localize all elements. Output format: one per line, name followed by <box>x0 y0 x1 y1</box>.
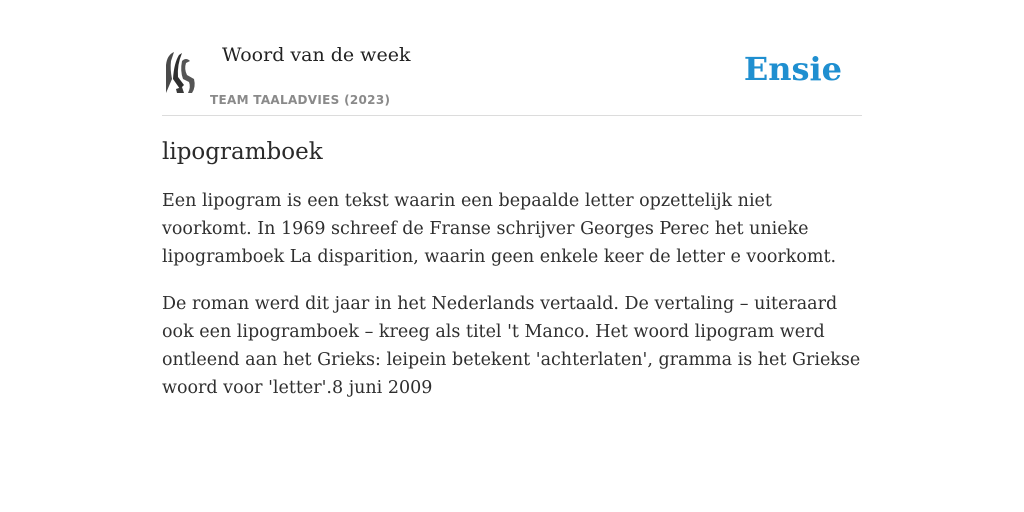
paragraph: Een lipogram is een tekst waarin een bepaalde letter opzettelijk niet voorkomt. In 1969 schreef de Franse schrijver Georges Perec het unieke lipogramboek La disparition, waarin geen enkele keer de letter e voorkomt. <box>162 191 837 267</box>
brand-link[interactable]: Ensie <box>743 50 842 88</box>
author-label: TEAM TAALADVIES (2023) <box>210 93 391 107</box>
page-title: lipogramboek <box>162 139 323 165</box>
article-header <box>162 40 862 116</box>
article-card <box>162 40 862 402</box>
paragraph: De roman werd dit jaar in het Nederlands vertaald. De vertaling – uiteraard ook een lipogramboek – kreeg als titel 't Manco. Het woord lipogram werd ontleend aan het Grieks: leipein betekent 'achterlaten', gramma is het Griekse woord voor 'letter'.8 juni 2009 <box>162 294 861 398</box>
section-title: Woord van de week <box>222 44 411 66</box>
article-body <box>162 187 862 402</box>
lion-logo-icon <box>162 49 198 95</box>
